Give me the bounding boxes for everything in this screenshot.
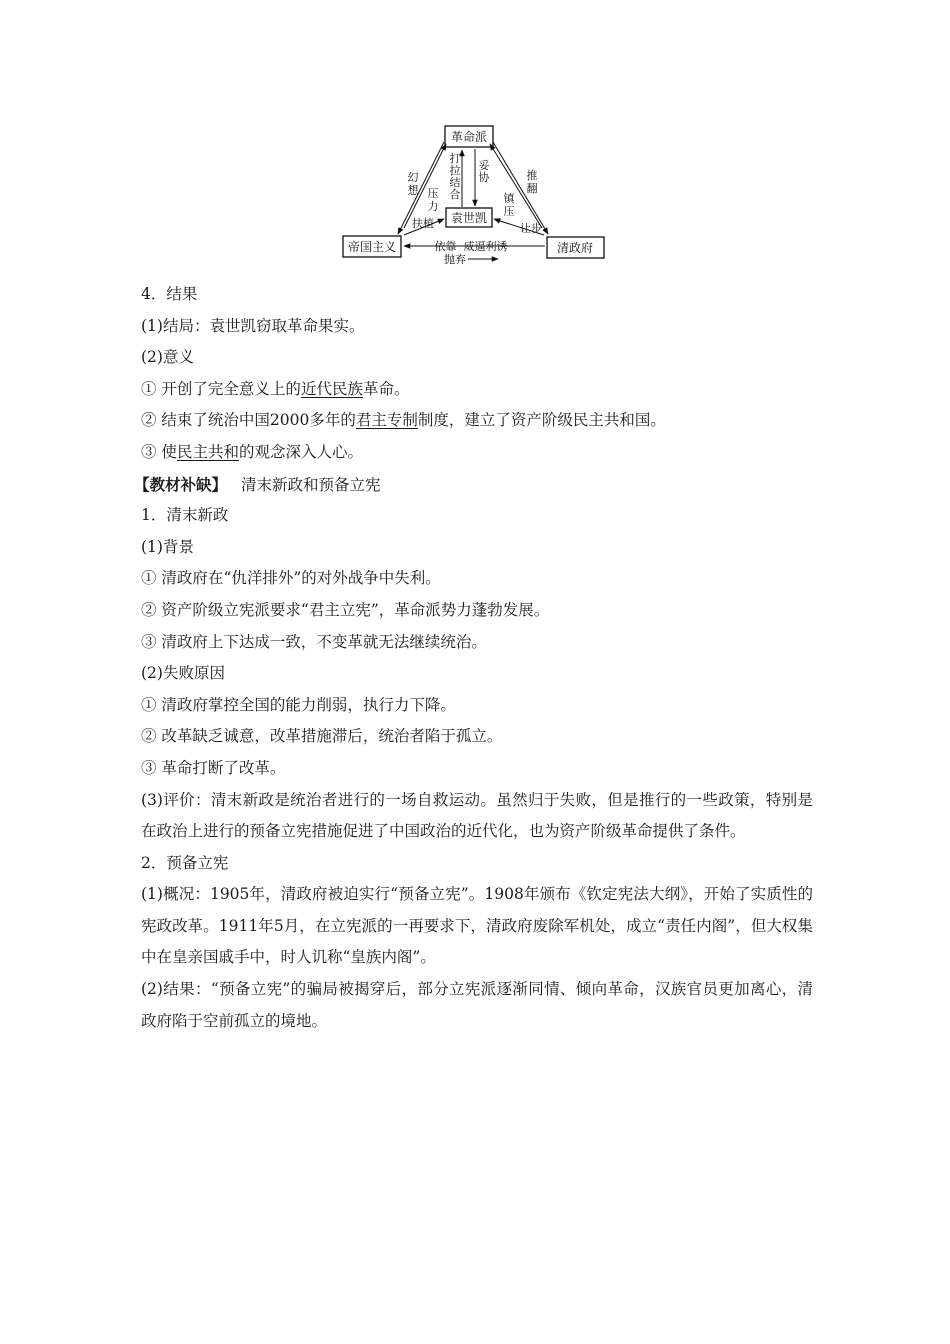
s1-bg-1: ① 清政府在“仇洋排外”的对外战争中失利。 — [141, 569, 441, 588]
s2-overview: (1)概况：1905年，清政府被迫实行“预备立宪”。1908年颁布《钦定宪法大纲》，开始了实质性的宪政改革。1911年5月，在立宪派的一再要求下，清政府废除军机处，成立“责任内阁”，但大权集中在皇亲国戚手中，时人讥称“皇族内阁”。 — [141, 885, 813, 967]
label-concession: 让步 — [520, 222, 542, 235]
s4-meaning-title: (2)意义 — [141, 348, 194, 367]
node-qing: 清政府 — [556, 241, 594, 255]
label-pull: 打拉结合 — [449, 152, 461, 201]
label-support: 扶植 — [412, 217, 434, 230]
s1-bg-2: ② 资产阶级立宪派要求“君主立宪”，革命派势力蓬勃发展。 — [141, 600, 550, 619]
relationship-diagram-svg — [338, 122, 610, 264]
s4-title: 4．结果 — [141, 285, 198, 303]
supplement-heading — [134, 469, 813, 501]
label-pressure: 压力 — [427, 187, 439, 213]
label-illusion: 幻想 — [407, 171, 419, 197]
s4-meaning-2: ② 结束了统治中国2000多年的君主专制制度，建立了资产阶级民主共和国。 — [141, 411, 666, 430]
s1-bg-title: (1)背景 — [141, 537, 194, 556]
label-rely-coerce: 依靠 威逼利诱 — [434, 240, 508, 253]
arrow-overthrow — [493, 142, 548, 234]
supplement-tag: 【教材补缺】 — [134, 474, 228, 494]
label-abandon: 抛弃 — [444, 253, 466, 264]
document-body — [134, 279, 813, 1037]
blank-answer: 君主专制 — [355, 411, 418, 430]
s1-fail-2: ② 改革缺乏诚意，改革措施滞后，统治者陷于孤立。 — [141, 727, 503, 746]
s1-fail-title: (2)失败原因 — [141, 664, 225, 683]
s2-result: (2)结果：“预备立宪”的骗局被揭穿后，部分立宪派逐渐同情、倾向革命，汉族官员更加离心，清政府陷于空前孤立的境地。 — [141, 980, 813, 1030]
s1-bg-3: ③ 清政府上下达成一致，不变革就无法继续统治。 — [141, 632, 487, 651]
label-suppress: 镇压 — [503, 192, 515, 218]
s1-fail-1: ① 清政府掌控全国的能力削弱，执行力下降。 — [141, 695, 456, 714]
blank-answer: 民主共和 — [176, 442, 239, 461]
node-yuan: 袁世凯 — [450, 211, 488, 225]
s4-meaning-1: ① 开创了完全意义上的近代民族革命。 — [141, 379, 410, 398]
s4-result: (1)结局：袁世凯窃取革命果实。 — [141, 316, 365, 335]
supplement-title: 清末新政和预备立宪 — [241, 475, 381, 494]
label-compromise: 妥协 — [478, 159, 490, 184]
blank-answer: 近代民族 — [300, 379, 363, 398]
s2-title: 2．预备立宪 — [141, 853, 229, 872]
relationship-diagram — [338, 122, 610, 264]
label-overthrow: 推翻 — [526, 169, 538, 195]
s1-evaluation: (3)评价：清末新政是统治者进行的一场自救运动。虽然归于失败，但是推行的一些政策，特别是在政治上进行的预备立宪措施促进了中国政治的近代化，也为资产阶级革命提供了条件。 — [141, 790, 813, 841]
node-revolution: 革命派 — [450, 130, 488, 144]
s1-title: 1．清末新政 — [141, 506, 229, 525]
node-imperialism: 帝国主义 — [347, 240, 397, 254]
s4-meaning-3: ③ 使民主共和的观念深入人心。 — [141, 442, 363, 461]
s1-fail-3: ③ 革命打断了改革。 — [141, 758, 286, 777]
